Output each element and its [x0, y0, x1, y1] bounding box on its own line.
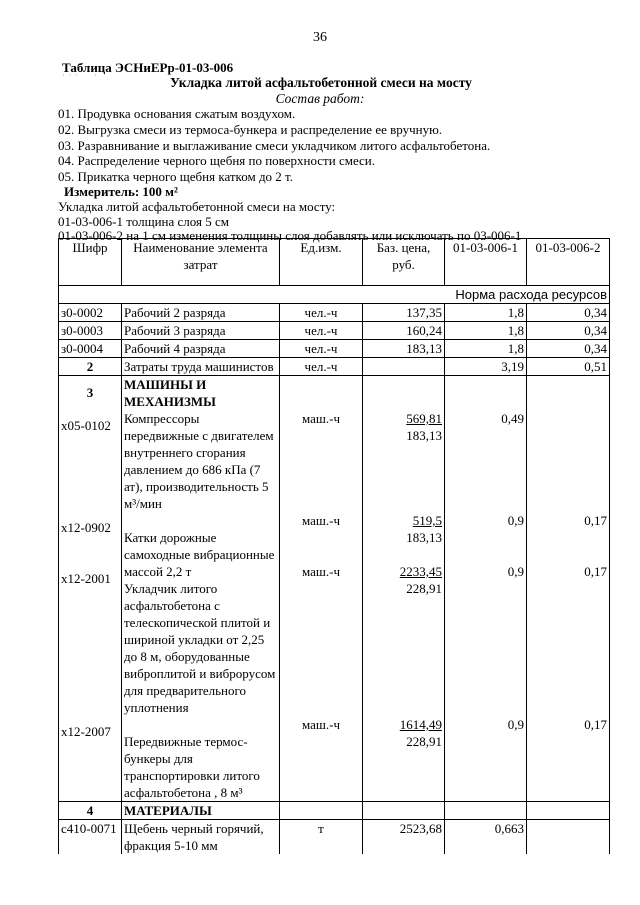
cell-name: Рабочий 3 разряда [122, 322, 280, 340]
machine-v2: 0,17 [584, 513, 607, 528]
machine-name: Компрессоры передвижные с двигателем внутреннего сгорания давлением до 686 кПа (7 ат), производительность 5 м³/мин [124, 411, 274, 511]
cell-v2: 0,51 [527, 358, 610, 376]
header-unit: Ед.изм. [280, 239, 363, 286]
cell-price: 137,35 [363, 304, 445, 322]
machine-code: х12-2007 [61, 724, 111, 739]
machine-price: 569,81 [406, 411, 442, 426]
cell-name: Рабочий 4 разряда [122, 340, 280, 358]
section-code: 4 [59, 802, 122, 820]
table-row [59, 322, 610, 340]
machine-unit: маш.-ч [301, 411, 341, 426]
cell-v1: 0,663 [445, 820, 527, 855]
cell-unit: чел.-ч [280, 322, 363, 340]
cell-unit: чел.-ч [280, 340, 363, 358]
cell-price: 2523,68 [363, 820, 445, 855]
page-number: 36 [313, 30, 327, 45]
machine-name: Укладчик литого асфальтобетона с телескопической плитой и шириной укладки от 2,25 до 8 м, оборудованные виброплитой и виброрусом для предварительного уплотнения [124, 581, 276, 715]
cell-price: 160,24 [363, 322, 445, 340]
cell-name: Щебень черный горячий, фракция 5-10 мм [122, 820, 280, 855]
table-subtitle: Укладка литой асфальтобетонной смеси на мосту [170, 75, 472, 90]
machine-price-sub: 228,91 [406, 734, 442, 749]
cell-code: з0-0004 [59, 340, 122, 358]
cell-unit: т [280, 820, 363, 855]
desc-line: 01-03-006-2 на 1 см изменения толщины слоя добавлять или исключать по 03-006-1 [58, 228, 522, 243]
section-name: МАШИНЫ И МЕХАНИЗМЫ [124, 377, 216, 409]
cell-name: Затраты труда машинистов [122, 358, 280, 376]
machines-block [59, 376, 610, 802]
cell-v2: 0,34 [527, 340, 610, 358]
machine-unit: маш.-ч [301, 513, 341, 528]
machine-v2: 0,17 [584, 717, 607, 732]
section-name: МАТЕРИАЛЫ [122, 802, 280, 820]
machine-price-sub: 228,91 [406, 581, 442, 596]
machine-code: х05-0102 [61, 418, 111, 433]
machine-price: 2233,45 [399, 564, 442, 579]
machine-price-sub: 183,13 [406, 530, 442, 545]
desc-line: 01-03-006-1 толщина слоя 5 см [58, 214, 229, 229]
cell-v2: 0,34 [527, 322, 610, 340]
norm-row [59, 286, 610, 304]
machine-v2: 0,17 [584, 564, 607, 579]
machine-unit: маш.-ч [301, 564, 341, 579]
machine-price-sub: 183,13 [406, 428, 442, 443]
table-header-row [59, 239, 610, 286]
cell-price [363, 358, 445, 376]
composition-heading: Состав работ: [275, 91, 365, 106]
machinist-row [59, 358, 610, 376]
cell-code: з0-0002 [59, 304, 122, 322]
materials-section-row [59, 802, 610, 820]
header-col2: 01-03-006-2 [527, 239, 610, 286]
work-item: 04. Распределение черного щебня по поверхности смеси. [58, 153, 376, 168]
header-col1: 01-03-006-1 [445, 239, 527, 286]
header-code: Шифр [59, 239, 122, 286]
header-name: Наименование элемента затрат [122, 239, 280, 286]
header-price: Баз. цена, руб. [363, 239, 445, 286]
cell-v1: 1,8 [445, 322, 527, 340]
cell-code: з0-0003 [59, 322, 122, 340]
cell-unit: чел.-ч [280, 304, 363, 322]
measure-unit: Измеритель: 100 м² [64, 184, 178, 199]
table-row [59, 340, 610, 358]
table-row [59, 820, 610, 855]
machine-code: х12-0902 [61, 520, 111, 535]
machine-v1: 0,9 [507, 513, 524, 528]
machine-v1: 0,9 [507, 564, 524, 579]
table-title: Таблица ЭСНиЕРр-01-03-006 [62, 60, 234, 75]
machine-name: Передвижные термос-бункеры для транспортировки литого асфальтобетона , 8 м³ [124, 734, 260, 800]
cell-unit: чел.-ч [280, 358, 363, 376]
cell-price: 183,13 [363, 340, 445, 358]
resource-table [58, 238, 610, 854]
norm-label: Норма расхода ресурсов [59, 286, 610, 304]
work-item: 03. Разравнивание и выглаживание смеси укладчиком литого асфальтобетона. [58, 138, 491, 153]
desc-line: Укладка литой асфальтобетонной смеси на мосту: [58, 199, 336, 214]
cell-v1: 1,8 [445, 340, 527, 358]
cell-v1: 3,19 [445, 358, 527, 376]
machine-price: 519,5 [412, 513, 442, 528]
cell-v2: 0,34 [527, 304, 610, 322]
scan-specks: ˙ ˙ ˙ ˙ [62, 73, 98, 82]
machine-v1: 0,49 [501, 411, 524, 426]
cell-name: Рабочий 2 разряда [122, 304, 280, 322]
table-row [59, 304, 610, 322]
work-item: 05. Прикатка черного щебня катком до 2 т. [58, 169, 294, 184]
cell-code: 2 [59, 358, 122, 376]
cell-code: с410-0071 [59, 820, 122, 855]
machine-code: х12-2001 [61, 571, 111, 586]
machine-v2 [529, 410, 607, 427]
machine-price: 1614,49 [399, 717, 442, 732]
machine-unit: маш.-ч [301, 717, 341, 732]
work-item: 02. Выгрузка смеси из термоса-бункера и распределение ее вручную. [58, 122, 443, 137]
work-item: 01. Продувка основания сжатым воздухом. [58, 106, 296, 121]
machine-name: Катки дорожные самоходные вибрационные массой 2,2 т [124, 530, 275, 579]
machine-v1: 0,9 [507, 717, 524, 732]
cell-v2 [527, 820, 610, 855]
section-code: 3 [86, 385, 94, 400]
cell-v1: 1,8 [445, 304, 527, 322]
